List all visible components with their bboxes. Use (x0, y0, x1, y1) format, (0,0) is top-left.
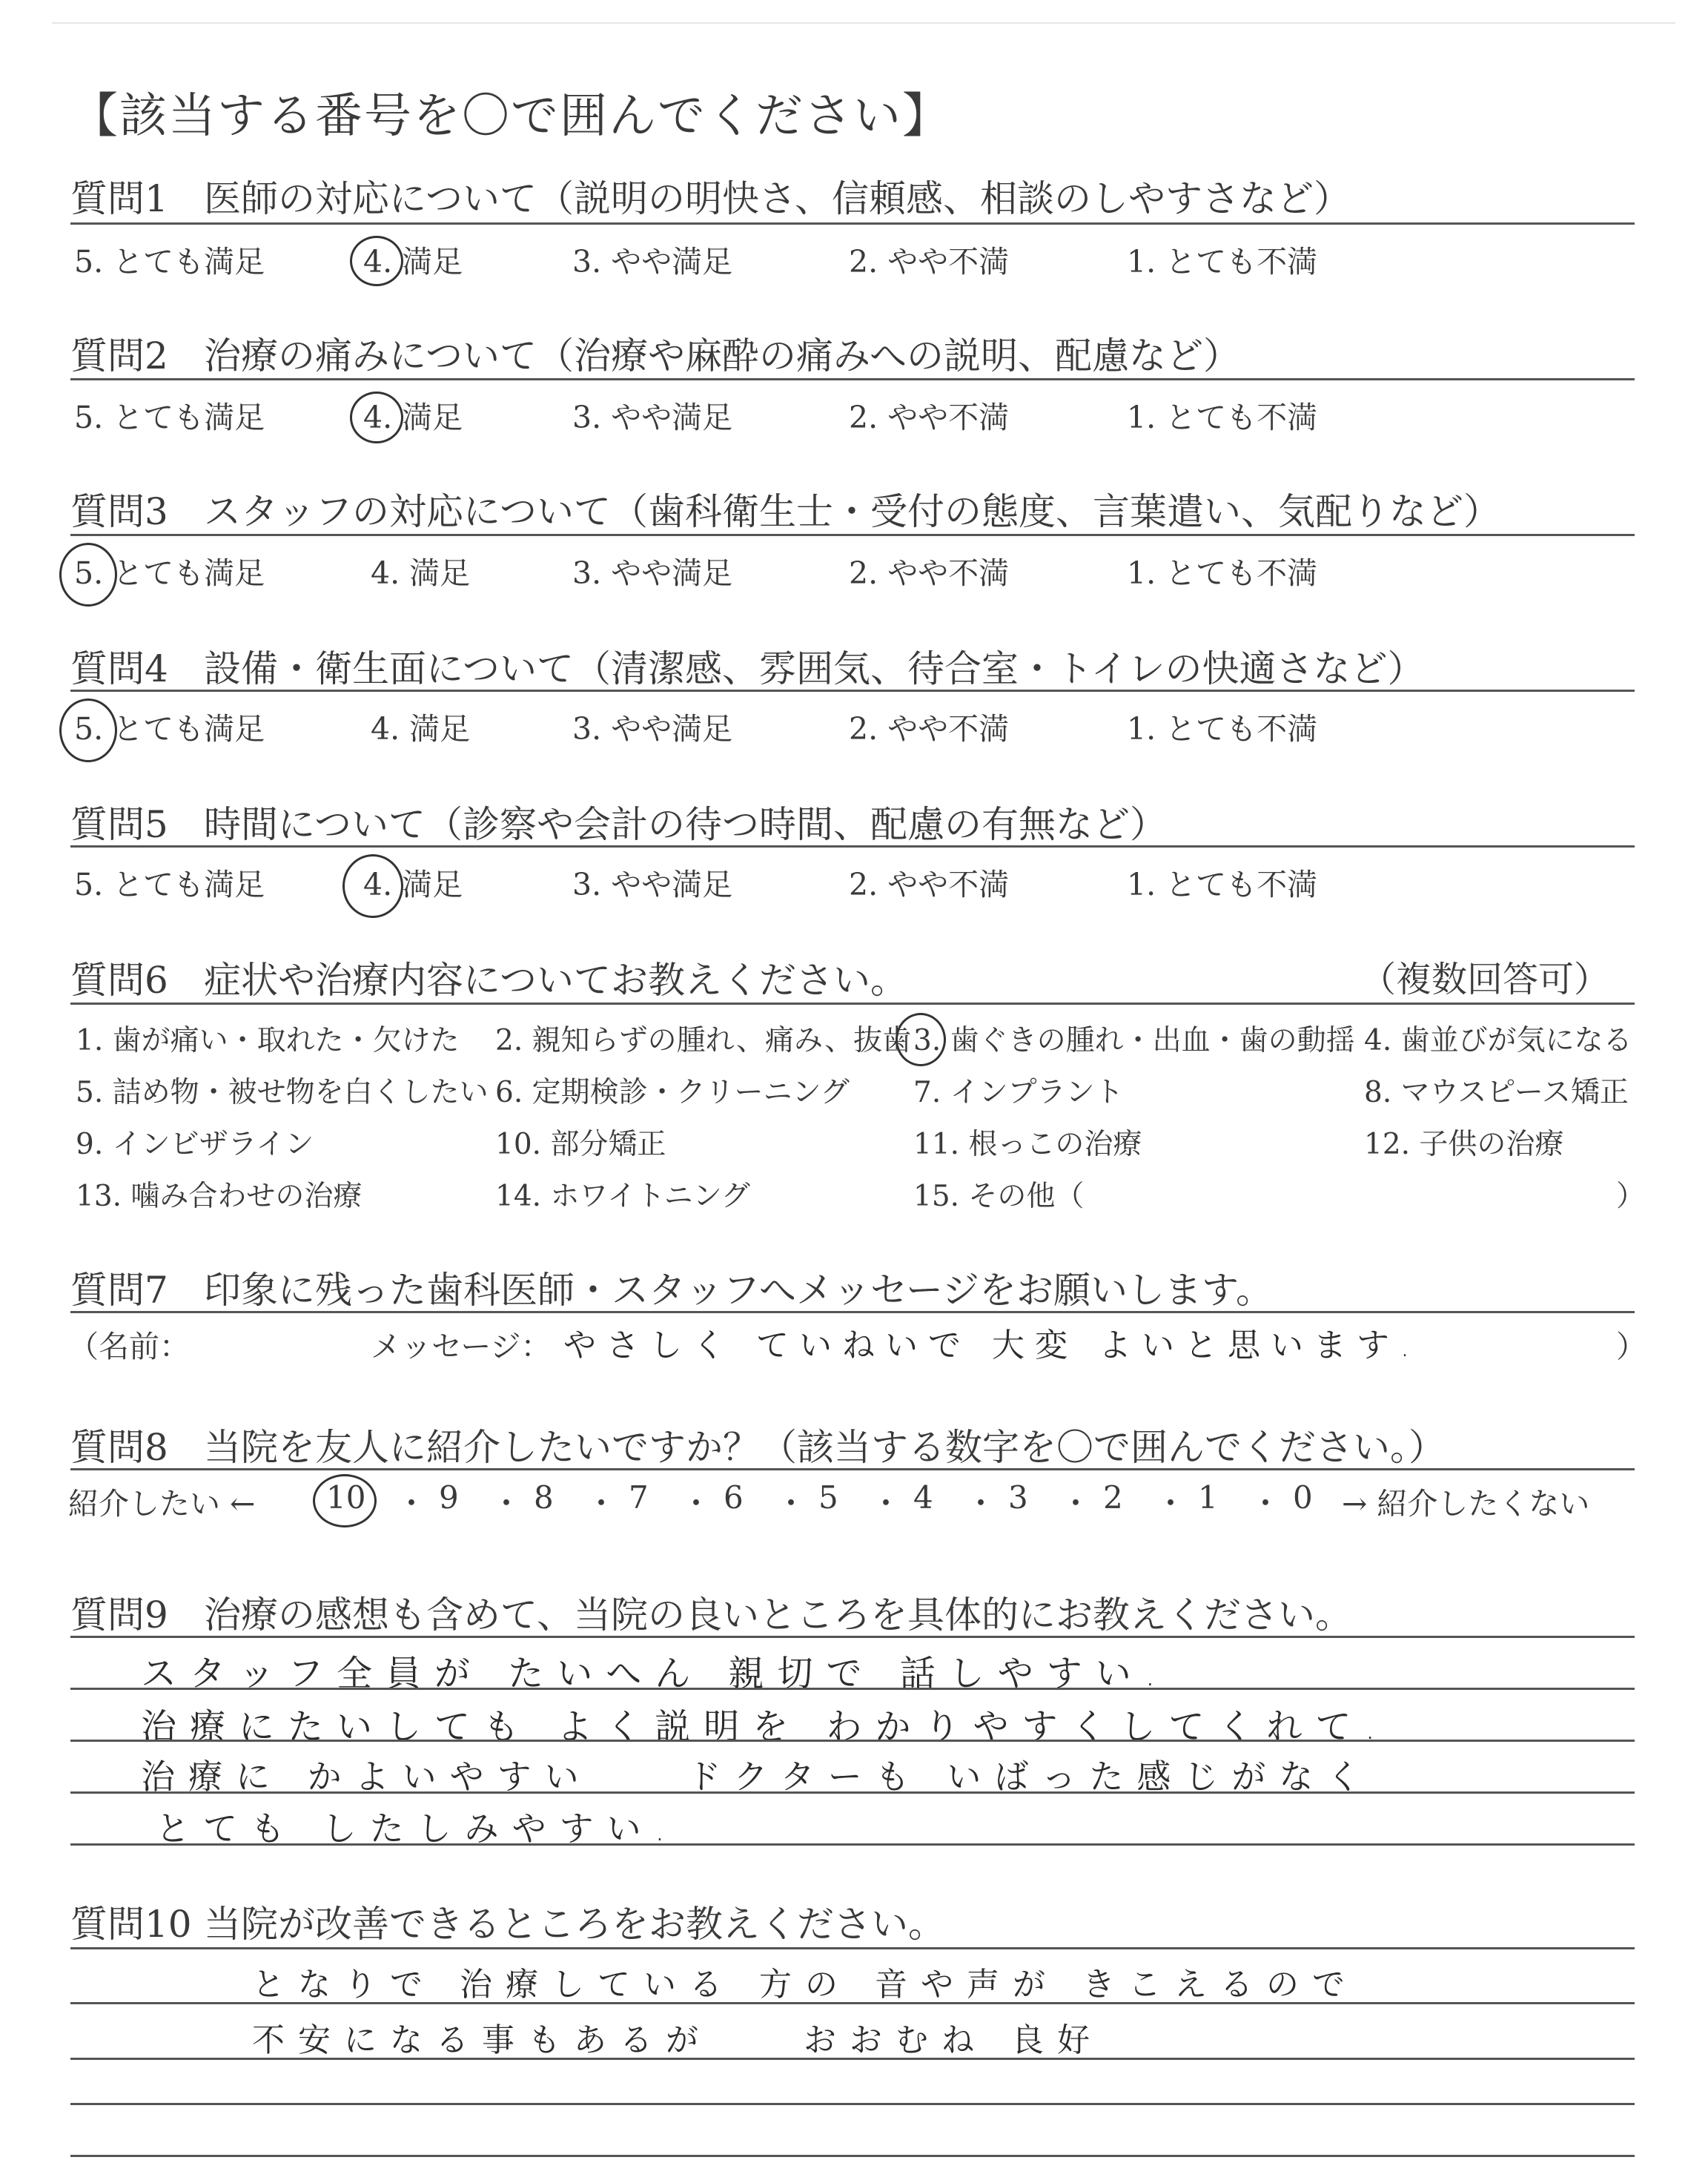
q1-selection-circle (350, 236, 403, 286)
q9-rule (70, 1636, 1635, 1638)
q10-rule (70, 1947, 1635, 1949)
q1-number: 質問1 (70, 177, 168, 220)
q8-dot: ・ (586, 1485, 618, 1522)
q2-option-2[interactable]: 2. やや不満 (849, 400, 1010, 435)
q8-scale-8[interactable]: 8 (534, 1479, 554, 1516)
q4-title (70, 639, 1425, 693)
q5-title (70, 795, 1167, 848)
q6-option-10[interactable]: 10. 部分矯正 (495, 1128, 666, 1161)
q6-other-close-paren: ） (1616, 1180, 1646, 1213)
q8-scale-7[interactable]: 7 (629, 1479, 649, 1516)
q6-option-13[interactable]: 13. 噛み合わせの治療 (76, 1180, 363, 1213)
q3-option-4[interactable]: 4. 満足 (371, 555, 471, 591)
q3-option-2[interactable]: 2. やや不満 (849, 555, 1010, 591)
q5-option-2[interactable]: 2. やや不満 (849, 867, 1010, 902)
q5-option-3[interactable]: 3. やや満足 (572, 867, 733, 902)
q6-option-1[interactable]: 1. 歯が痛い・取れた・欠けた (76, 1024, 460, 1057)
q2-option-5[interactable]: 5. とても満足 (74, 400, 265, 435)
q7-name-label: （名前： (68, 1329, 190, 1364)
q8-dot: ・ (775, 1485, 807, 1522)
instruction-header: 【該当する番号を〇で囲んでください】 (70, 89, 951, 144)
q4-option-4[interactable]: 4. 満足 (371, 711, 471, 747)
q10-writing-line (70, 2155, 1635, 2157)
q5-selection-circle (342, 854, 403, 918)
q7-rule (70, 1311, 1635, 1313)
q8-number: 質問8 (70, 1426, 168, 1469)
q6-option-12[interactable]: 12. 子供の治療 (1364, 1128, 1564, 1161)
q6-number: 質問6 (70, 959, 168, 1002)
q7-message-handwritten[interactable]: やさしく ていねいで 大変 よいと思います. (563, 1327, 1420, 1364)
q6-text: 症状や治療内容についてお教えください。 (204, 959, 907, 1002)
q3-text: スタッフの対応について（歯科衛生士・受付の態度、言葉遣い、気配りなど） (204, 490, 1500, 533)
q4-option-1[interactable]: 1. とても不満 (1127, 711, 1318, 747)
q8-scale-9[interactable]: 9 (439, 1479, 459, 1516)
top-edge-line (52, 22, 1675, 24)
q6-option-15[interactable]: 15. その他（ (913, 1180, 1085, 1213)
q6-option-9[interactable]: 9. インビザライン (76, 1128, 314, 1161)
q3-option-1[interactable]: 1. とても不満 (1127, 555, 1318, 591)
q4-number: 質問4 (70, 647, 168, 690)
q1-option-2[interactable]: 2. やや不満 (849, 244, 1010, 280)
q9-answer-line-1[interactable]: スタッフ全員が たいへん 親切で 話しやすい. (141, 1653, 1170, 1694)
q2-text: 治療の痛みについて（治療や麻酔の痛みへの説明、配慮など） (204, 334, 1240, 377)
q2-selection-circle (350, 392, 403, 443)
q8-left-label: 紹介したい ← (68, 1486, 256, 1522)
q1-title (70, 169, 1351, 222)
q1-option-1[interactable]: 1. とても不満 (1127, 244, 1318, 280)
q4-selection-circle (59, 698, 117, 762)
q9-answer-line-4[interactable]: とても したしみやすい. (156, 1809, 679, 1849)
q2-option-4[interactable]: 4. 満足 (363, 400, 463, 435)
q3-option-3[interactable]: 3. やや満足 (572, 555, 733, 591)
q2-option-1[interactable]: 1. とても不満 (1127, 400, 1318, 435)
q8-dot: ・ (1155, 1485, 1187, 1522)
q9-answer-line-2[interactable]: 治療にたいしても よく説明を わかりやすくしてくれて. (141, 1706, 1389, 1748)
q6-multiple-note: （複数回答可） (1360, 959, 1610, 1000)
q8-dot: ・ (681, 1485, 712, 1522)
q10-answer-line-2[interactable]: 不安になる事もあるが おおむね 良好 (252, 2021, 1103, 2059)
q8-scale-1[interactable]: 1 (1198, 1479, 1218, 1516)
q3-title (70, 482, 1500, 535)
q6-option-11[interactable]: 11. 根っこの治療 (913, 1128, 1142, 1161)
q1-option-4[interactable]: 4. 満足 (363, 244, 463, 280)
q9-writing-line (70, 1843, 1635, 1846)
q8-dot: ・ (1060, 1485, 1092, 1522)
q5-option-5[interactable]: 5. とても満足 (74, 867, 265, 902)
q9-writing-line (70, 1688, 1635, 1690)
q2-rule (70, 378, 1635, 380)
q7-text: 印象に残った歯科医師・スタッフへメッセージをお願いします。 (204, 1269, 1273, 1312)
q9-title (70, 1585, 1352, 1639)
q6-option-4[interactable]: 4. 歯並びが気になる (1364, 1024, 1632, 1057)
q8-scale-2[interactable]: 2 (1103, 1479, 1123, 1516)
q7-close-paren: ） (1616, 1329, 1646, 1364)
q7-message-label: メッセージ： (371, 1329, 552, 1364)
q5-number: 質問5 (70, 803, 168, 846)
q6-option-7[interactable]: 7. インプラント (913, 1076, 1124, 1109)
q7-number: 質問7 (70, 1269, 168, 1312)
q10-writing-line (70, 2058, 1635, 2060)
q10-title (70, 1895, 945, 1948)
q10-text: 当院が改善できるところをお教えください。 (204, 1903, 945, 1946)
q1-option-3[interactable]: 3. やや満足 (572, 244, 733, 280)
q1-text: 医師の対応について（説明の明快さ、信頼感、相談のしやすさなど） (204, 177, 1351, 220)
q6-option-2[interactable]: 2. 親知らずの腫れ、痛み、抜歯 (495, 1024, 912, 1057)
q10-answer-line-1[interactable]: となりで 治療している 方の 音や声が きこえるので (252, 1966, 1358, 2004)
q4-option-3[interactable]: 3. やや満足 (572, 711, 733, 747)
q8-title (70, 1418, 1446, 1471)
q8-text: 当院を友人に紹介したいですか？（該当する数字を〇で囲んでください。） (204, 1426, 1446, 1469)
q3-rule (70, 534, 1635, 536)
q7-title (70, 1261, 1273, 1314)
q3-number: 質問3 (70, 490, 168, 533)
q10-writing-line (70, 2103, 1635, 2105)
q9-writing-line (70, 1740, 1635, 1742)
q6-option-6[interactable]: 6. 定期検診・クリーニング (495, 1076, 850, 1109)
q8-scale-0[interactable]: 0 (1293, 1479, 1313, 1516)
q8-dot: ・ (1250, 1485, 1282, 1522)
q2-number: 質問2 (70, 334, 168, 377)
q6-option-5[interactable]: 5. 詰め物・被せ物を白くしたい (76, 1076, 489, 1109)
q4-option-2[interactable]: 2. やや不満 (849, 711, 1010, 747)
q8-selection-circle (313, 1474, 377, 1527)
q5-option-4[interactable]: 4. 満足 (363, 867, 463, 902)
q3-selection-circle (59, 543, 117, 607)
q8-rule (70, 1468, 1635, 1470)
q8-scale-10[interactable]: 10 (326, 1479, 366, 1516)
q4-option-5[interactable]: 5. とても満足 (74, 711, 265, 747)
q8-dot: ・ (396, 1485, 428, 1522)
q8-scale-6[interactable]: 6 (724, 1479, 744, 1516)
q9-writing-line (70, 1791, 1635, 1794)
q8-dot: ・ (965, 1485, 997, 1522)
q9-number: 質問9 (70, 1593, 168, 1636)
q9-answer-line-3[interactable]: 治療に かよいやすい ドクターも いばった感じがなく (141, 1757, 1374, 1797)
q10-writing-line (70, 2002, 1635, 2004)
q8-right-label: → 紹介したくない (1342, 1486, 1590, 1522)
q5-text: 時間について（診察や会計の待つ時間、配慮の有無など） (204, 803, 1167, 846)
q6-rule (70, 1003, 1635, 1005)
q5-rule (70, 845, 1635, 848)
q5-option-1[interactable]: 1. とても不満 (1127, 867, 1318, 902)
q6-option-8[interactable]: 8. マウスピース矯正 (1364, 1076, 1629, 1109)
q10-number: 質問10 (70, 1903, 192, 1946)
q3-option-5[interactable]: 5. とても満足 (74, 555, 265, 591)
q2-title (70, 326, 1240, 380)
q6-selection-circle (896, 1013, 946, 1066)
q9-text: 治療の感想も含めて、当院の良いところを具体的にお教えください。 (204, 1593, 1352, 1636)
q8-scale-5[interactable]: 5 (818, 1479, 838, 1516)
q6-option-3[interactable]: 3. 歯ぐきの腫れ・出血・歯の動揺 (913, 1024, 1355, 1057)
q8-dot: ・ (491, 1485, 523, 1522)
q6-title (70, 951, 907, 1004)
q4-text: 設備・衛生面について（清潔感、雰囲気、待合室・トイレの快適さなど） (204, 647, 1425, 690)
q8-dot: ・ (870, 1485, 902, 1522)
q2-option-3[interactable]: 3. やや満足 (572, 400, 733, 435)
q1-option-5[interactable]: 5. とても満足 (74, 244, 265, 280)
q1-rule (70, 222, 1635, 225)
q8-scale-3[interactable]: 3 (1008, 1479, 1028, 1516)
q8-scale-4[interactable]: 4 (913, 1479, 933, 1516)
q6-option-14[interactable]: 14. ホワイトニング (495, 1180, 750, 1213)
q4-rule (70, 690, 1635, 692)
